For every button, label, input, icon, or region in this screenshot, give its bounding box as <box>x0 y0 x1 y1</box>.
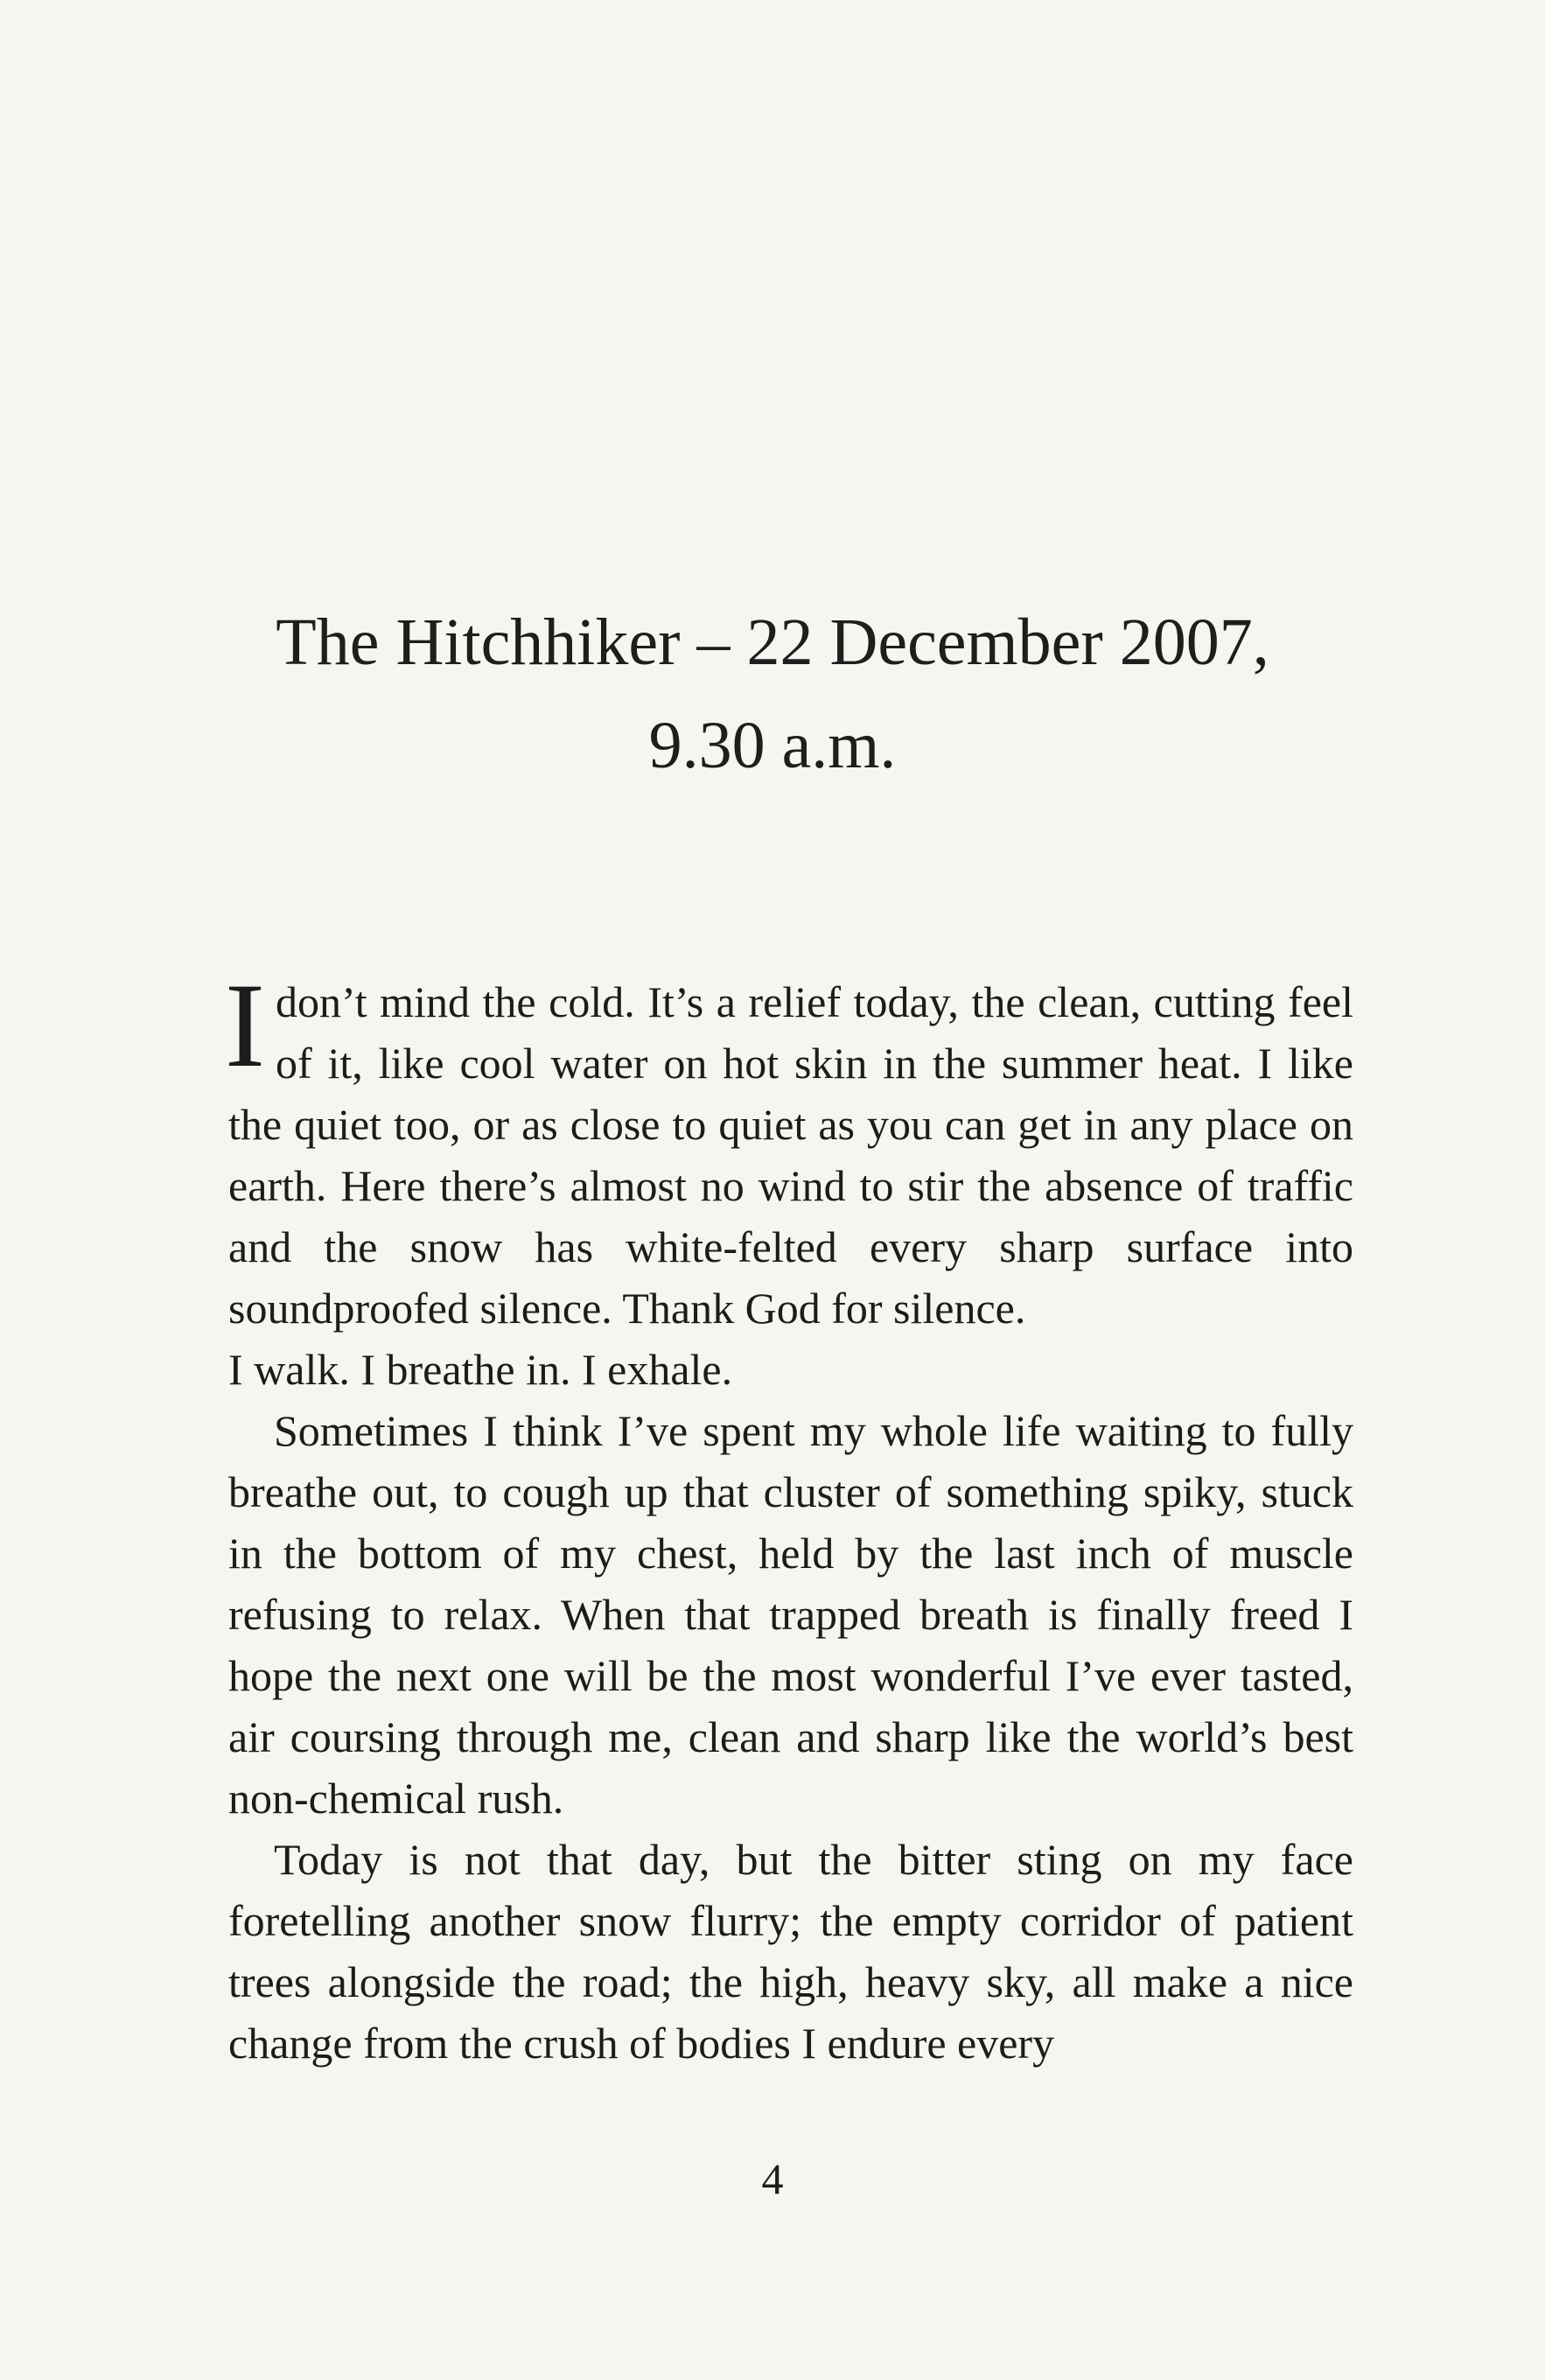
paragraph-opening <box>225 958 1353 1339</box>
drop-cap: I <box>225 958 265 1092</box>
body-text <box>225 958 1353 2074</box>
paragraph <box>228 1400 1353 1829</box>
paragraph-text: Sometimes I think I’ve spent my whole life waiting to fully breathe out, to cough up that cluster of something spiky, stuck in the bottom of my chest, held by the last inch of muscle refusing to relax. When that trapped breath is finally freed I hope the next one will be the most wonderful I’ve ever tasted, air coursing through me, clean and sharp like the world’s best non-chemical rush. <box>228 1406 1353 1823</box>
chapter-title <box>0 591 1545 797</box>
paragraph <box>228 1339 1353 1400</box>
paragraph <box>228 1829 1353 2074</box>
paragraph-text: I walk. I breathe in. I exhale. <box>228 1345 733 1394</box>
paragraph-text: Today is not that day, but the bitter sting on my face foretelling another snow flurry; the empty corridor of patient trees alongside the road; the high, heavy sky, all make a nice change from the crush of bodies I endure every <box>228 1835 1353 2068</box>
chapter-title-line-1: The Hitchhiker – 22 December 2007, <box>276 606 1269 679</box>
chapter-title-line-2: 9.30 a.m. <box>648 709 897 782</box>
page-number: 4 <box>761 2154 784 2203</box>
paragraph-opening-text: don’t mind the cold. It’s a relief today, the clean, cutting feel of it, like cool water on hot skin in the summer heat. I like the quiet too, or as close to quiet as you can get in any place on earth. Here there’s almost no wind to stir the absence of traffic and the snow has white-felted every sharp surface into soundproofed silence. Thank God for silence. <box>228 977 1353 1333</box>
